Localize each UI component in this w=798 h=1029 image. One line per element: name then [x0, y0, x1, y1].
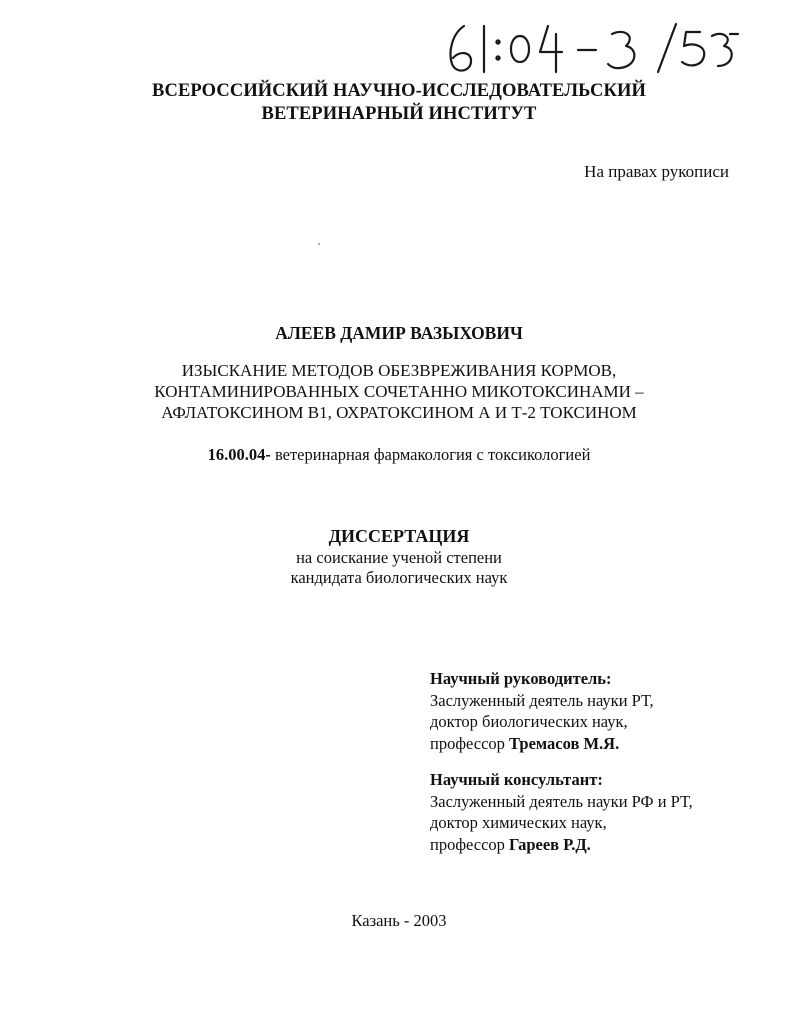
supervisor-name-line [430, 733, 654, 755]
supervisor-rank: профессор [430, 733, 510, 753]
consultant-degree: доктор химических наук, [430, 813, 607, 832]
paper-speck [318, 243, 320, 245]
consultant-rank: профессор [430, 834, 510, 854]
supervisor-block [430, 668, 654, 754]
handwritten-catalog-number-drawing [440, 12, 740, 82]
specialty-code: 16.00.04- [207, 445, 271, 464]
title-line: ИЗЫСКАНИЕ МЕТОДОВ ОБЕЗВРЕЖИВАНИЯ КОРМОВ, [181, 361, 617, 380]
consultant-name-line [430, 834, 693, 856]
supervisor-heading: Научный руководитель: [430, 669, 612, 688]
consultant-block [430, 769, 693, 855]
manuscript-rights-note: На правах рукописи [584, 162, 729, 181]
supervisor-degree: доктор биологических наук, [430, 712, 628, 731]
dissertation-title [0, 360, 798, 423]
degree-line: на соискание ученой степени [296, 548, 502, 567]
city-year: Казань - 2003 [351, 911, 447, 930]
title-line: АФЛАТОКСИНОМ В1, ОХРАТОКСИНОМ А И Т-2 ТОКСИНОМ [161, 403, 637, 422]
specialty-name: ветеринарная фармакология с токсикологией [270, 445, 591, 464]
institute-name [0, 80, 798, 126]
consultant-title: Заслуженный деятель науки РФ и РТ, [430, 791, 693, 811]
degree-line: кандидата биологических наук [290, 568, 508, 587]
specialty [0, 445, 798, 465]
title-line: КОНТАМИНИРОВАННЫХ СОЧЕТАННО МИКОТОКСИНАМИ – [154, 382, 644, 401]
consultant-name: Гареев Р.Д. [509, 834, 591, 854]
institute-name-line: ВСЕРОССИЙСКИЙ НАУЧНО-ИССЛЕДОВАТЕЛЬСКИЙ [152, 81, 646, 101]
consultant-heading: Научный консультант: [430, 770, 603, 789]
institute-name-line: ВЕТЕРИНАРНЫЙ ИНСТИТУТ [261, 104, 537, 124]
author-name: АЛЕЕВ ДАМИР ВАЗЫХОВИЧ [275, 323, 523, 343]
degree-description [0, 548, 798, 588]
supervisor-title: Заслуженный деятель науки РТ, [430, 690, 654, 710]
supervisor-name: Тремасов М.Я. [509, 733, 620, 753]
document-type-heading: ДИССЕРТАЦИЯ [328, 526, 470, 546]
handwritten-catalog-number [440, 12, 740, 82]
